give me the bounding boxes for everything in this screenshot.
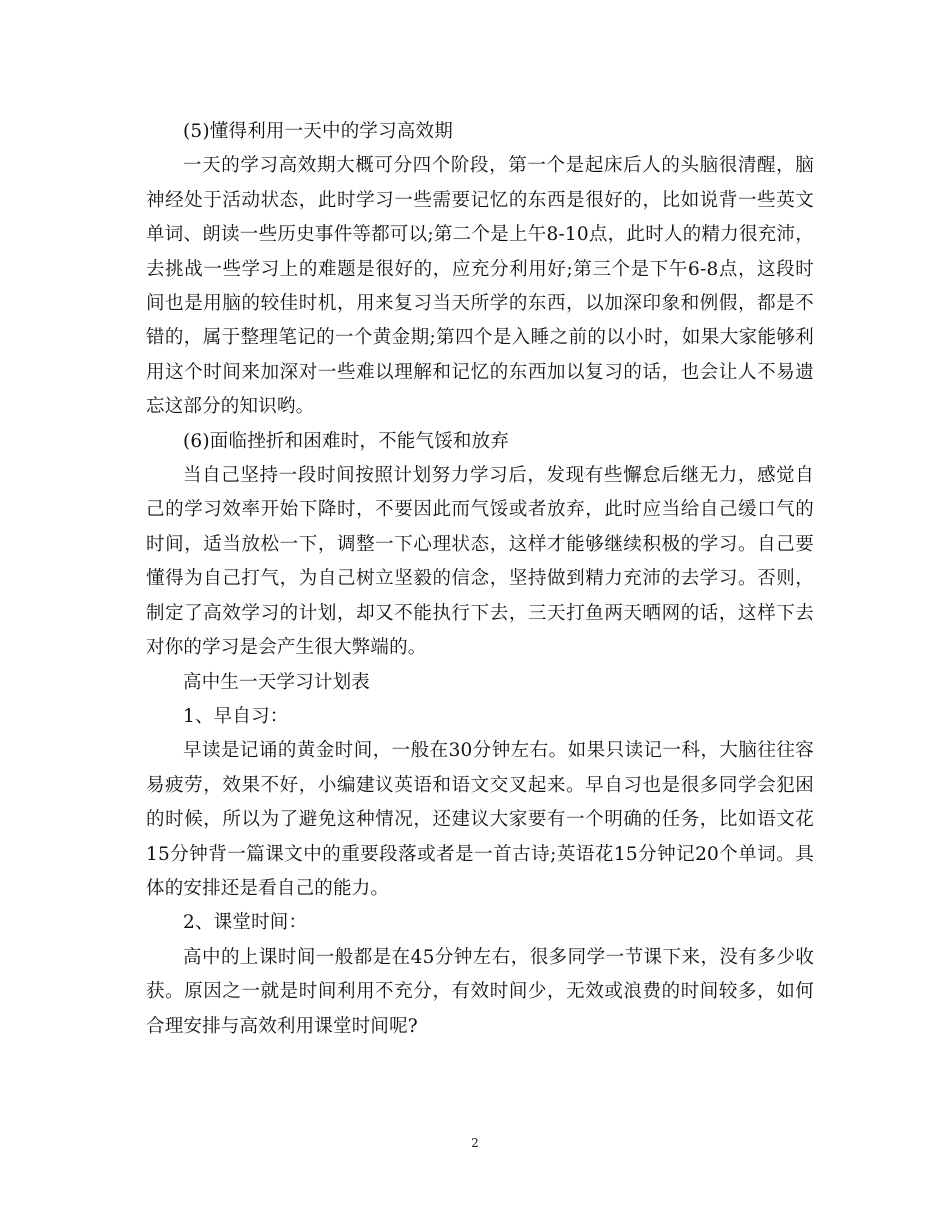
page-number: 2 [471,1136,479,1150]
paragraph-class-time: 高中的上课时间一般都是在45分钟左右，很多同学一节课下来，没有多少收获。原因之一就是时间利用不充分，有效时间少，无效或浪费的时间较多，如何合理安排与高效利用课堂时间呢? [146,946,814,1037]
schedule-title: 高中生一天学习计划表 [183,671,371,693]
paragraph-morning-study: 早读是记诵的黄金时间，一般在30分钟左右。如果只读记一科，大脑往往容易疲劳，效果不好，小编建议英语和语文交叉起来。早自习也是很多同学会犯困的时候，所以为了避免这种情况，还建议大家要有一个明确的任务，比如语文花15分钟背一篇课文中的重要段落或者是一首古诗;英语花15分钟记20个单词。具体的安排还是看自己的能力。 [146,740,814,899]
paragraph-study-periods: 一天的学习高效期大概可分四个阶段，第一个是起床后人的头脑很清醒，脑神经处于活动状态，此时学习一些需要记忆的东西是很好的，比如说背一些英文单词、朗读一些历史事件等都可以;第二个是上午8-10点，此时人的精力很充沛，去挑战一些学习上的难题是很好的，应充分利用好;第三个是下午6-8点，这段时间也是用脑的较佳时机，用来复习当天所学的东西，以加深印象和例假，都是不错的，属于整理笔记的一个黄金期;第四个是入睡之前的以小时，如果大家能够利用这个时间来加深对一些难以理解和记忆的东西加以复习的话，也会让人不易遗忘这部分的知识哟。 [146,155,814,418]
document-body [146,115,814,1044]
section-heading-5: (5)懂得利用一天中的学习高效期 [183,121,453,142]
schedule-heading-morning: 1、早自习： [183,705,289,727]
paragraph-persistence: 当自己坚持一段时间按照计划努力学习后，发现有些懈怠后继无力，感觉自己的学习效率开始下降时，不要因此而气馁或者放弃，此时应当给自己缓口气的时间，适当放松一下，调整一下心理状态，这样才能够继续积极的学习。自己要懂得为自己打气，为自己树立坚毅的信念，坚持做到精力充沛的去学习。否则，制定了高效学习的计划，却又不能执行下去，三天打鱼两天晒网的话，这样下去对你的学习是会产生很大弊端的。 [146,465,814,659]
section-heading-6: (6)面临挫折和困难时，不能气馁和放弃 [183,430,510,452]
schedule-heading-class-time: 2、课堂时间： [183,912,308,934]
